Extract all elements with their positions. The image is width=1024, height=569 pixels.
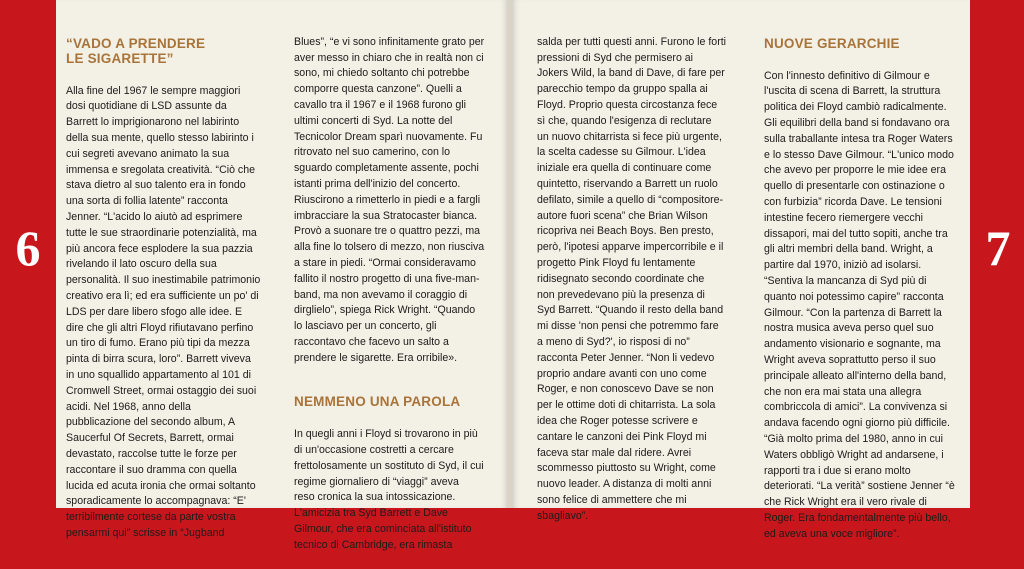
book-spine [508,0,512,508]
article-column-3 [537,19,747,540]
section-heading: NUOVE GERARCHIE [764,35,900,51]
section-heading: NEMMENO UNA PAROLA [294,394,461,410]
body-text: Blues”, “e vi sono infinitamente grato per aver messo in chiaro che in realtà non ci sono, mi chiedo soltanto chi potrebbe comporre questa canzone”. Quelli a cavallo tra il 1967 e il 1968 furono gli ultimi concerti di Syd. La notte del Tecnicolor Dream sparì nuovamente. Fu ritrovato nel suo camerino, con lo sguardo completamente assente, pochi istanti prima dell'inizio del concerto. Riuscirono a rimetterlo in piedi e a fargli imbracciare la sua Stratocaster bianca. Provò a suonare tre o quattro pezzi, ma alla fine lo tolsero di mezzo, non riusciva a stare in piedi. “Ormai consideravamo fallito il nostro progetto di una five-man- band, ma non avevamo il coraggio di dirglielo”, spiega Rick Wright. “Quando lo lasciavo per un concerto, gli raccontavo che facevo un salto a prendere le sigarette. Era orribile». [294,35,485,364]
body-text: Con l'innesto definitivo di Gilmour e l'uscita di scena di Barrett, la struttura politica dei Floyd cambiò radicalmente. Gli equilibri della band si fondavano ora sulla traballante intesa tra Roger Waters e lo stesso Dave Gilmour. “L'unico modo che avevo per proporre le mie idee era quello di presentarle con ostinazione o con furbizia” ricorda Dave. Le tensioni intestine fecero riemergere vecchi dissapori, mai del tutto sopiti, anche tra gli altri membri della band. Wright, a partire dal 1970, iniziò ad isolarsi. “Sentiva la mancanza di Syd più di quanto noi potessimo capire” racconta Gilmour. “Con la partenza di Barrett la nostra musica aveva perso quel suo andamento visionario e sognante, ma Wright aveva soprattutto perso il suo principale alleato all'interno della band, che non era mai stata una allegra combriccola di amici”. La convivenza si andava facendo ogni giorno più difficile. “Già molto prima del 1980, anno in cui Waters obbligò Wright ad andarsene, i rapporti tra i due si erano molto deteriorati. “La verità” sostiene Jenner “è che Rick Wright era il vero rivale di Roger. Era fondamentalmente più bello, ed aveva una voce migliore”. [764,69,955,540]
page-number-left: 6 [15,220,41,276]
body-text: In quegli anni i Floyd si trovarono in più di un'occasione costretti a cercare frettolosamente un sostituto di Syd, il cui regime giornaliero di “viaggi” aveva reso cronica la sua intossicazione. L'amicizia tra Syd Barrett e Dave Gilmour, che era cominciata all'istituto tecnico di Cambridge, era rimasta [294,428,484,551]
body-text: Alla fine del 1967 le sempre maggiori dosi quotidiane di LSD assunte da Barrett lo imprigionarono nel labirinto della sua mente, quello stesso labirinto i cui segreti avevano animato la sua immensa e sregolata creatività. “Ciò che stava dietro al suo talento era in fondo una sorta di follia latente” racconta Jenner. “L'acido lo aiutò ad esprimere tutte le sue straordinarie potenzialità, ma più ancora fece esplodere la sua pazzia rivelando il lato oscuro della sua personalità. Il suo inestimabile patrimonio creativo era lì; ed era sufficiente un po' di LDS per dare libero sfogo alle idee. E dire che gli altri Floyd rifiutavano perfino un tiro di fumo. Erano più tipi da mezza pinta di birra scura, loro”. Barrett viveva in uno squallido appartamento al 101 di Cromwell Street, ormai ostaggio dei suoi acidi. Nel 1968, anno della pubblicazione del secondo album, A Saucerful Of Secrets, Barrett, ormai devastato, raccolse tutte le forze per raccontare il suo dramma con quella lucida ed acuta ironia che ormai soltanto sporadicamente lo accompagnava: “E' terribilmente cortese da parte vostra pensarmi qui” scrisse in “Jugband [66,84,261,539]
section-heading: “VADO A PRENDERE LE SIGARETTE” [66,35,206,66]
article-column-4 [764,20,969,558]
article-column-1 [66,20,281,558]
page-number-right: 7 [985,220,1011,276]
body-text: salda per tutti questi anni. Furono le forti pressioni di Syd che permisero ai Jokers Wild, la band di Dave, di fare per parecchio tempo da gruppo spalla ai Floyd. Proprio questa circostanza fece sì che, quando l'esigenza di reclutare un nuovo chitarrista si fece più urgente, la scelta cadesse su Gilmour. L'idea iniziale era quella di continuare come quintetto, riservando a Barrett un ruolo defilato, simile a quello di “compositore- autore fuori scena” che Brian Wilson ricopriva nei Beach Boys. Ben presto, però, l'ipotesi apparve impercorribile e il progetto Pink Floyd fu lentamente ridisegnato secondo coordinate che non prevedevano più la presenza di Syd Barrett. “Quando il resto della band mi disse 'non pensi che potremmo fare a meno di Syd?', io risposi di no” racconta Peter Jenner. “Non li vedevo proprio andare avanti con uno come Roger, e non conoscevo Dave se non per le ottime doti di chitarrista. La sola idea che Roger potesse scrivere e cantare le canzoni dei Pink Floyd mi faceva star male dal ridere. Avrei scommesso piuttosto su Wright, come nuovo leader. A distanza di molti anni sono felice di ammettere che mi sbagliavo”. [537,35,727,522]
article-column-2 [294,19,500,569]
